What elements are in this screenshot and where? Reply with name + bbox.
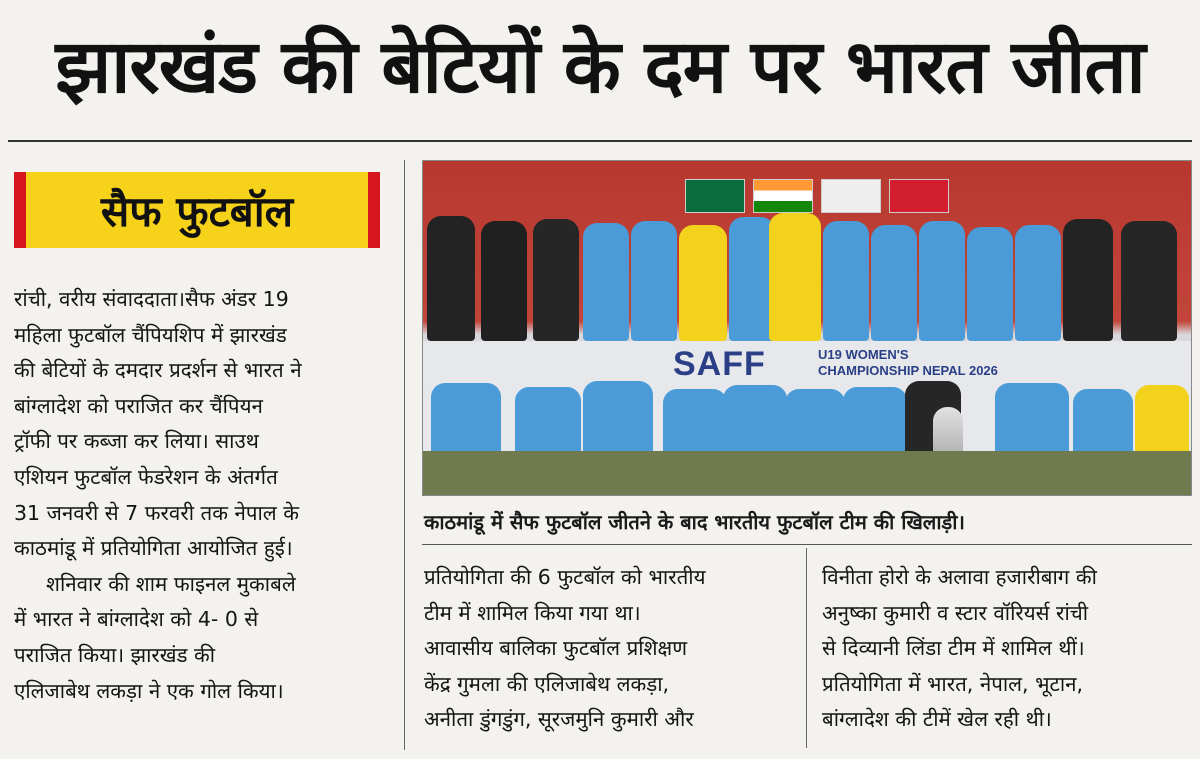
article-column-1	[14, 282, 386, 709]
text-line: की बेटियों के दमदार प्रदर्शन से भारत ने	[14, 358, 302, 383]
text-line: एलिजाबेथ लकड़ा ने एक गोल किया।	[14, 678, 284, 703]
text-line: केंद्र गुमला की एलिजाबेथ लकड़ा,	[424, 671, 670, 696]
staff-figure	[1121, 221, 1177, 341]
staff-figure	[533, 219, 579, 341]
text-line: बांग्लादेश की टीमें खेल रही थी।	[822, 707, 1052, 732]
text-line: पराजित किया। झारखंड की	[14, 642, 216, 667]
text-line: काठमांडू में प्रतियोगिता आयोजित हुई।	[14, 536, 293, 561]
text-line: में भारत ने बांग्लादेश को 4- 0 से	[14, 607, 259, 632]
banner-logo: SAFF	[673, 345, 766, 383]
photo-caption: काठमांडू में सैफ फुटबॉल जीतने के बाद भारतीय फुटबॉल टीम की खिलाड़ी।	[424, 510, 966, 534]
text-line: प्रतियोगिता की 6 फुटबॉल को भारतीय	[424, 565, 706, 589]
flag-icon	[685, 179, 745, 213]
team-photo	[422, 160, 1192, 496]
flag-icon	[753, 179, 813, 213]
text-line: बांग्लादेश को पराजित कर चैंपियन	[14, 393, 263, 418]
pitch	[423, 451, 1192, 496]
player-figure	[631, 221, 677, 341]
article-column-2	[424, 560, 792, 738]
staff-figure	[481, 221, 527, 341]
headline: झारखंड की बेटियों के दम पर भारत जीता	[55, 24, 1145, 110]
text-line: प्रतियोगिता में भारत, नेपाल, भूटान,	[822, 671, 1084, 696]
headline-rule	[8, 140, 1192, 142]
text-line: रांची, वरीय संवाददाता।सैफ अंडर 19	[14, 287, 289, 311]
caption-rule	[422, 544, 1192, 545]
text-line: आवासीय बालिका फुटबॉल प्रशिक्षण	[424, 636, 688, 661]
article-column-3	[822, 560, 1194, 738]
text-line: से दिव्यानी लिंडा टीम में शामिल थीं।	[822, 636, 1085, 661]
text-line: विनीता होरो के अलावा हजारीबाग की	[822, 565, 1097, 589]
keeper-figure	[679, 225, 727, 341]
text-line: ट्रॉफी पर कब्जा कर लिया। साउथ	[14, 429, 259, 454]
column-divider	[404, 160, 405, 750]
column-divider	[806, 548, 807, 748]
banner-subtitle: U19 WOMEN'S CHAMPIONSHIP NEPAL 2026	[818, 347, 998, 378]
player-figure	[967, 227, 1013, 341]
staff-figure	[1063, 219, 1113, 341]
text-line: महिला फुटबॉल चैंपियशिप में झारखंड	[14, 322, 287, 347]
text-line: टीम में शामिल किया गया था।	[424, 600, 641, 625]
kicker-text: सैफ फुटबॉल	[100, 186, 294, 236]
player-figure	[1015, 225, 1061, 341]
player-figure	[823, 221, 869, 341]
player-figure	[871, 225, 917, 341]
staff-figure	[427, 216, 475, 341]
text-line: अनुष्का कुमारी व स्टार वॉरियर्स रांची	[822, 600, 1089, 625]
text-line: अनीता डुंगडुंग, सूरजमुनि कुमारी और	[424, 707, 694, 732]
player-figure	[583, 223, 629, 341]
text-line: 31 जनवरी से 7 फरवरी तक नेपाल के	[14, 500, 299, 525]
player-figure	[919, 221, 965, 341]
flag-icon	[821, 179, 881, 213]
text-line: एशियन फुटबॉल फेडरेशन के अंतर्गत	[14, 464, 278, 489]
kicker-label	[14, 172, 380, 248]
keeper-figure	[769, 213, 821, 341]
flag-icon	[889, 179, 949, 213]
text-line: शनिवार की शाम फाइनल मुकाबले	[46, 571, 296, 596]
